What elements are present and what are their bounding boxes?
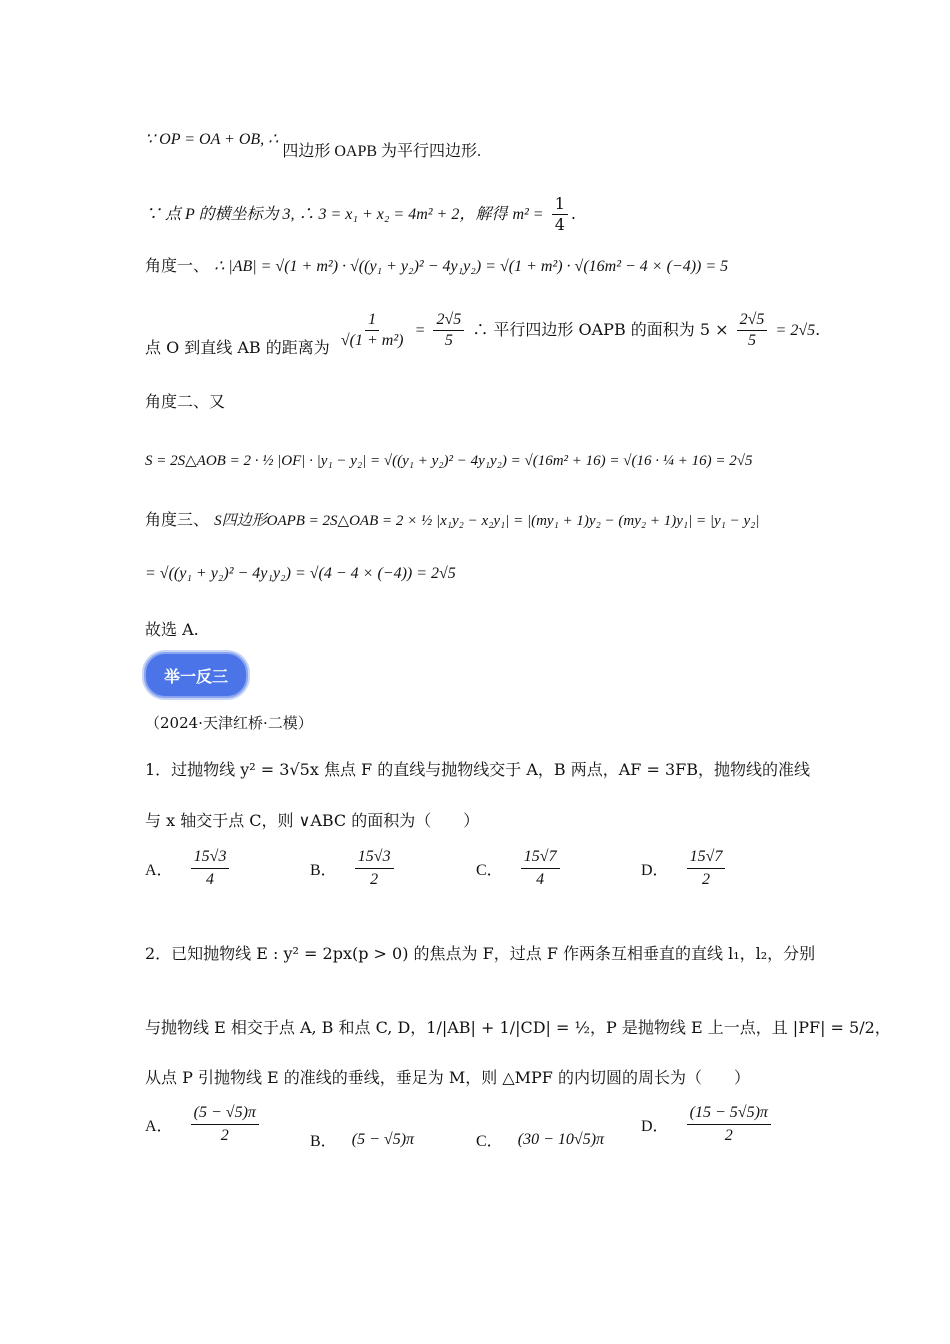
source-text: （2024·天津红桥·二模）	[145, 714, 313, 732]
line4-end: = 2√5	[775, 322, 816, 339]
q2-option-d[interactable]	[641, 1104, 774, 1145]
solution-line-2: ∵ 点 P 的横坐标为 3, ∴ 3 = x₁ + x₂ = 4m² + 2，解得 m² = $\frac{1}{4}$ .	[145, 194, 576, 234]
q1-option-b[interactable]	[310, 848, 397, 889]
fraction-numerator: 15√7	[687, 848, 726, 869]
q2-stem-2: 与抛物线 E 相交于点 A, B 和点 C, D，1/|AB| + 1/|CD| = ½，P 是抛物线 E 上一点，且 |PF| = 5/2，	[145, 1018, 891, 1037]
line1-prefix: ∵ OP = OA + OB, ∴	[145, 131, 279, 148]
option-value: (5 − √5)π	[351, 1131, 415, 1148]
q1-option-c[interactable]	[476, 848, 563, 889]
option-label: D．	[641, 1118, 669, 1135]
conclusion-text: 故选 A.	[145, 620, 199, 639]
q2-option-c[interactable]	[476, 1128, 604, 1151]
line1-text: 四边形 OAPB 为平行四边形.	[282, 143, 482, 160]
area-fraction	[737, 312, 768, 349]
line3-text: ∴ |AB| = √(1 + m²) · √((y₁ + y₂)² − 4y₁y₂) = √(1 + m²) · √(16m² − 4 × (−4)) = 5	[214, 258, 729, 275]
q1-stem-1: 1．过抛物线 y² = 3√5x 焦点 F 的直线与抛物线交于 A，B 两点，AF = 3FB，抛物线的准线	[145, 760, 810, 779]
option-value: (30 − 10√5)π	[517, 1131, 605, 1148]
solution-line-4: 点 O 到直线 AB 的距离为 $\frac{1}{\text{√(1 + m²)}}$ = $\frac{2√5}{5}$ ∴ 平行四边形 OAPB 的面积为 5 × $\frac{2√5}{5}$ = 2√5.	[145, 311, 821, 357]
q1-option-d[interactable]	[641, 848, 728, 889]
solution-line-5	[145, 394, 225, 410]
question-2-line-3	[145, 1070, 750, 1086]
option-value	[355, 848, 394, 889]
q2-stem-3: 从点 P 引抛物线 E 的准线的垂线，垂足为 M，则 △MPF 的内切圆的周长为（ ）	[145, 1068, 750, 1087]
option-value	[687, 1104, 771, 1145]
solution-line-3	[145, 258, 728, 275]
fraction-denominator: 5	[444, 332, 453, 349]
fraction-numerator: 15√7	[521, 848, 560, 869]
question-1-line-1	[145, 762, 810, 778]
fraction-denominator: 4	[206, 871, 215, 888]
fraction-numerator: (5 − √5)π	[191, 1104, 259, 1125]
option-label: A．	[145, 862, 173, 879]
badge-label: 举一反三	[163, 666, 228, 686]
option-label: C．	[476, 1133, 503, 1150]
fraction-denominator: 2	[220, 1127, 229, 1144]
solution-line-7	[145, 512, 759, 529]
fraction-numerator: 2√5	[737, 312, 768, 331]
distance-value-fraction	[433, 312, 464, 349]
option-value	[191, 1104, 259, 1145]
option-value	[687, 848, 726, 889]
fraction-numerator: 15√3	[191, 848, 230, 869]
solution-line-8	[145, 566, 456, 582]
question-2-line-1	[145, 946, 815, 962]
angle-one-label: 角度一、	[145, 256, 210, 275]
option-value	[191, 848, 230, 889]
source-tag	[145, 716, 313, 731]
section-badge	[144, 652, 248, 698]
fraction-denominator: 4	[536, 871, 545, 888]
line4-prefix: 点 O 到直线 AB 的距离为	[145, 338, 330, 357]
option-label: A．	[145, 1118, 173, 1135]
question-1-line-2	[145, 813, 479, 829]
option-label: D．	[641, 862, 669, 879]
line4-mid: ∴ 平行四边形 OAPB 的面积为 5 ×	[472, 320, 729, 339]
q2-option-b[interactable]	[310, 1128, 414, 1151]
q2-option-a[interactable]	[145, 1104, 262, 1145]
line6-text: S = 2S△AOB = 2 · ½ |OF| · |y₁ − y₂| = √((y₁ + y₂)² − 4y₁y₂) = √(16m² + 16) = √(16 · ¼ + 16) = 2√5	[145, 453, 753, 469]
line8-text: = √((y₁ + y₂)² − 4y₁y₂) = √(4 − 4 × (−4)) = 2√5	[145, 565, 456, 582]
option-label: B．	[310, 862, 337, 879]
line2-prefix: ∵ 点 P 的横坐标为 3, ∴ 3 = x₁ + x₂ = 4m² + 2，解得	[145, 206, 508, 223]
line2-eq: m² =	[512, 206, 544, 223]
q1-option-a[interactable]	[145, 848, 232, 889]
fraction-denominator: 2	[724, 1127, 733, 1144]
question-2-line-2	[145, 1020, 891, 1036]
fraction-numerator: (15 − 5√5)π	[687, 1104, 771, 1125]
angle-two-label: 角度二、又	[145, 392, 226, 411]
solution-line-6	[145, 454, 752, 469]
fraction-numerator: 2√5	[433, 312, 464, 331]
conclusion	[145, 622, 199, 638]
solution-line-1	[145, 131, 482, 160]
line7-text: S四边形OAPB = 2S△OAB = 2 × ½ |x₁y₂ − x₂y₁| = |(my₁ + 1)y₂ − (my₂ + 1)y₁| = |y₁ − y₂|	[214, 513, 760, 529]
fraction-denominator: 2	[702, 871, 711, 888]
q2-stem-1: 2．已知抛物线 E : y² = 2px(p > 0) 的焦点为 F，过点 F 作两条互相垂直的直线 l₁，l₂，分别	[145, 944, 816, 963]
fraction-denominator: 5	[748, 332, 757, 349]
angle-three-label: 角度三、	[145, 510, 210, 529]
q1-stem-2: 与 x 轴交于点 C，则 ∨ABC 的面积为（ ）	[145, 811, 480, 830]
fraction-numerator: 1	[365, 312, 379, 331]
fraction-numerator: 15√3	[355, 848, 394, 869]
fraction-denominator: 2	[370, 871, 379, 888]
option-label: B．	[310, 1133, 337, 1150]
fraction-denominator: √(1 + m²)	[340, 332, 404, 349]
distance-fraction	[338, 312, 407, 349]
option-label: C．	[476, 862, 503, 879]
option-value	[521, 848, 560, 889]
line2-fraction	[552, 196, 568, 233]
fraction-denominator: 4	[554, 215, 565, 234]
fraction-numerator: 1	[552, 196, 568, 215]
